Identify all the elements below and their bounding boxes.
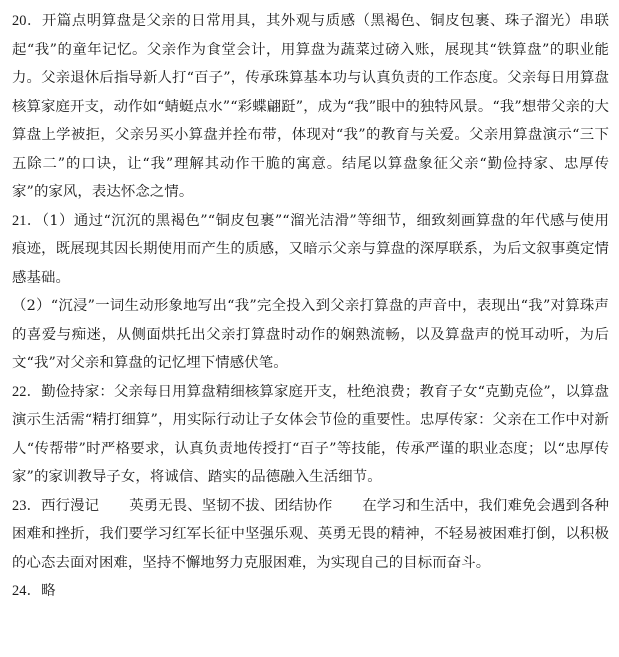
answer-text: 勤俭持家：父亲每日用算盘精细核算家庭开支，杜绝浪费；教育子女“克勤克俭”，以算盘演示生活需“精打细算”，用实际行动让子女体会节俭的重要性。忠厚传家：父亲在工作中对新人“传帮带”时严格要求，认真负责地传授打“百子”等技能，传承严谨的职业态度；以“忠厚传家”的家训教导子女，将诚信、踏实的品德融入生活细节。 bbox=[12, 383, 609, 485]
spirit-answer: 英勇无畏、坚韧不拔、团结协作 bbox=[129, 497, 333, 514]
answer-text: （1）通过“沉沉的黑褐色”“铜皮包裹”“溜光洁滑”等细节，细致刻画算盘的年代感与使用痕迹，既展现其因长期使用而产生的质感，又暗示父亲与算盘的深厚联系，为后文叙事奠定情感基础。 bbox=[12, 212, 609, 286]
answer-text: 在学习和生活中，我们难免会遇到各种困难和挫折，我们要学习红军长征中坚强乐观、英勇无畏的精神，不轻易被困难打倒，以积极的心态去面对困难，坚持不懈地努力克服困难，为实现自己的目标而奋斗。 bbox=[12, 497, 609, 571]
answer-21-part1 bbox=[12, 207, 609, 293]
answer-text: 略 bbox=[41, 583, 56, 599]
question-number: 20． bbox=[12, 13, 42, 29]
question-number: 24． bbox=[12, 583, 42, 599]
answer-23 bbox=[12, 492, 609, 578]
answer-24 bbox=[12, 577, 609, 606]
answer-text: 开篇点明算盘是父亲的日常用具，其外观与质感（黑褐色、铜皮包裹、珠子溜光）串联起“我”的童年记忆。父亲作为食堂会计，用算盘为蔬菜过磅入账，展现其“铁算盘”的职业能力。父亲退休后指导新人打“百子”，传承珠算基本功与认真负责的工作态度。父亲每日用算盘核算家庭开支，动作如“蜻蜓点水”“彩蝶翩跹”，成为“我”眼中的独特风景。“我”想带父亲的大算盘上学被拒，父亲另买小算盘并拴布带，体现对“我”的教育与关爱。父亲用算盘演示“三下五除二”的口诀，让“我”理解其动作干脆的寓意。结尾以算盘象征父亲“勤俭持家、忠厚传家”的家风，表达怀念之情。 bbox=[12, 13, 609, 200]
question-number: 23． bbox=[12, 497, 42, 514]
answer-22 bbox=[12, 378, 609, 492]
answer-text: （2）“沉浸”一词生动形象地写出“我”完全投入到父亲打算盘的声音中，表现出“我”对算珠声的喜爱与痴迷，从侧面烘托出父亲打算盘时动作的娴熟流畅，以及算盘声的悦耳动听，为后文“我”对父亲和算盘的记忆埋下情感伏笔。 bbox=[12, 298, 609, 371]
book-title-answer: 西行漫记 bbox=[41, 497, 100, 514]
answer-21-part2 bbox=[12, 292, 609, 378]
question-number: 21． bbox=[12, 212, 42, 229]
question-number: 22． bbox=[12, 383, 42, 400]
answer-20 bbox=[12, 7, 609, 207]
